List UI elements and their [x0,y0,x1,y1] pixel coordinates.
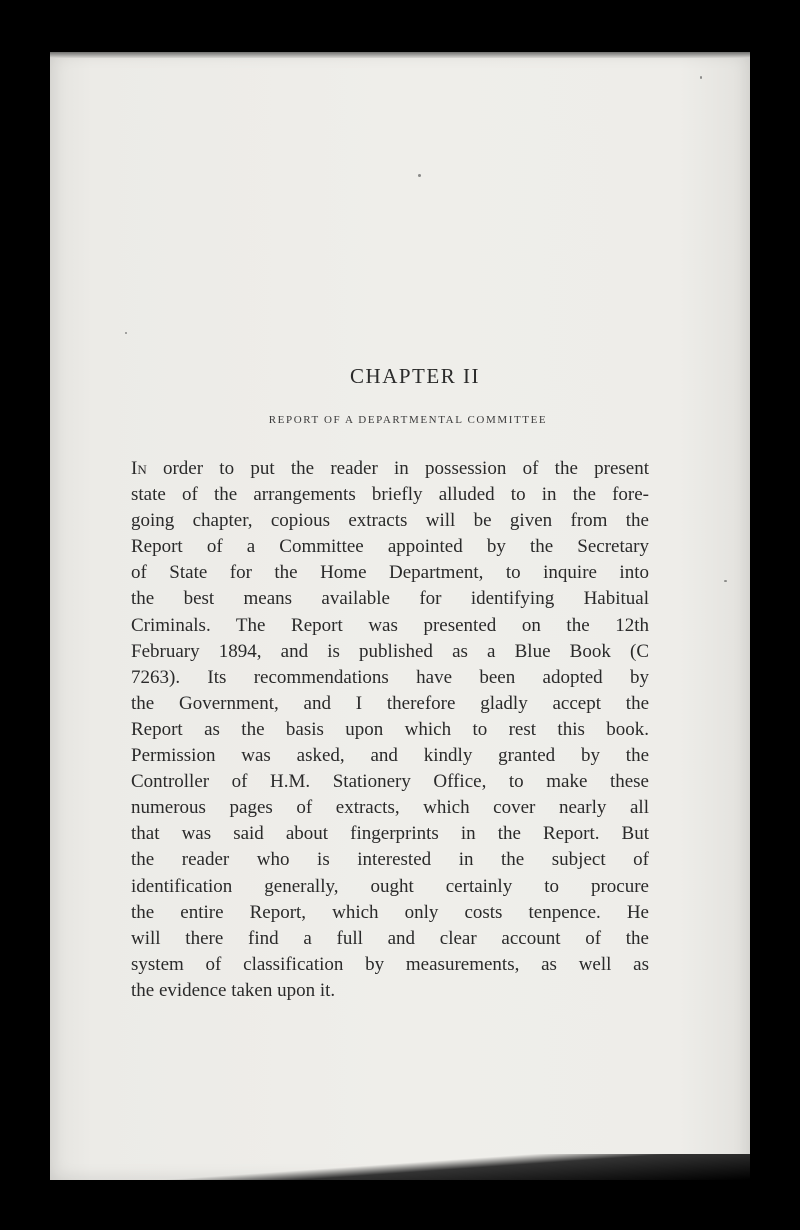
body-line: the reader who is interested in the subject of [131,849,649,871]
body-line: Report as the basis upon which to rest this book. [131,718,649,740]
book-page [50,52,750,1180]
paper-speck [125,332,127,334]
lead-word: In [131,458,147,479]
body-line: state of the arrangements briefly alluded to in the fore- [131,484,649,506]
body-line: 7263). Its recommendations have been adopted by [131,666,649,688]
body-line: Criminals. The Report was presented on the 12th [131,614,649,636]
paper-speck [724,580,727,582]
chapter-subtitle: REPORT OF A DEPARTMENTAL COMMITTEE [268,414,548,426]
body-line: Controller of H.M. Stationery Office, to make these [131,771,649,793]
body-line: numerous pages of extracts, which cover nearly all [131,797,649,819]
body-line: identification generally, ought certainly to procure [131,875,649,897]
page-bottom-edge [50,1154,750,1180]
body-line: the evidence taken upon it. [131,979,336,1001]
paper-speck [700,76,702,79]
paper-speck [418,174,421,177]
body-line: that was said about fingerprints in the Report. But [131,823,649,845]
chapter-title: CHAPTER II [350,364,480,388]
body-line: will there find a full and clear account of the [131,927,649,949]
body-line: Report of a Committee appointed by the Secretary [131,536,649,558]
body-line: of State for the Home Department, to inquire into [131,562,649,584]
body-line: In order to put the reader in possession of the present [131,458,649,479]
page-top-edge [50,52,750,58]
body-line: the best means available for identifying Habitual [131,588,649,610]
body-line: the Government, and I therefore gladly accept the [131,692,649,714]
body-line: system of classification by measurements, as well as [131,953,649,975]
body-text [131,456,649,1004]
body-line: February 1894, and is published as a Blue Book (C [131,640,649,662]
body-line: the entire Report, which only costs tenpence. He [131,901,649,923]
body-line: Permission was asked, and kindly granted by the [131,745,649,767]
body-line: going chapter, copious extracts will be given from the [131,510,649,532]
